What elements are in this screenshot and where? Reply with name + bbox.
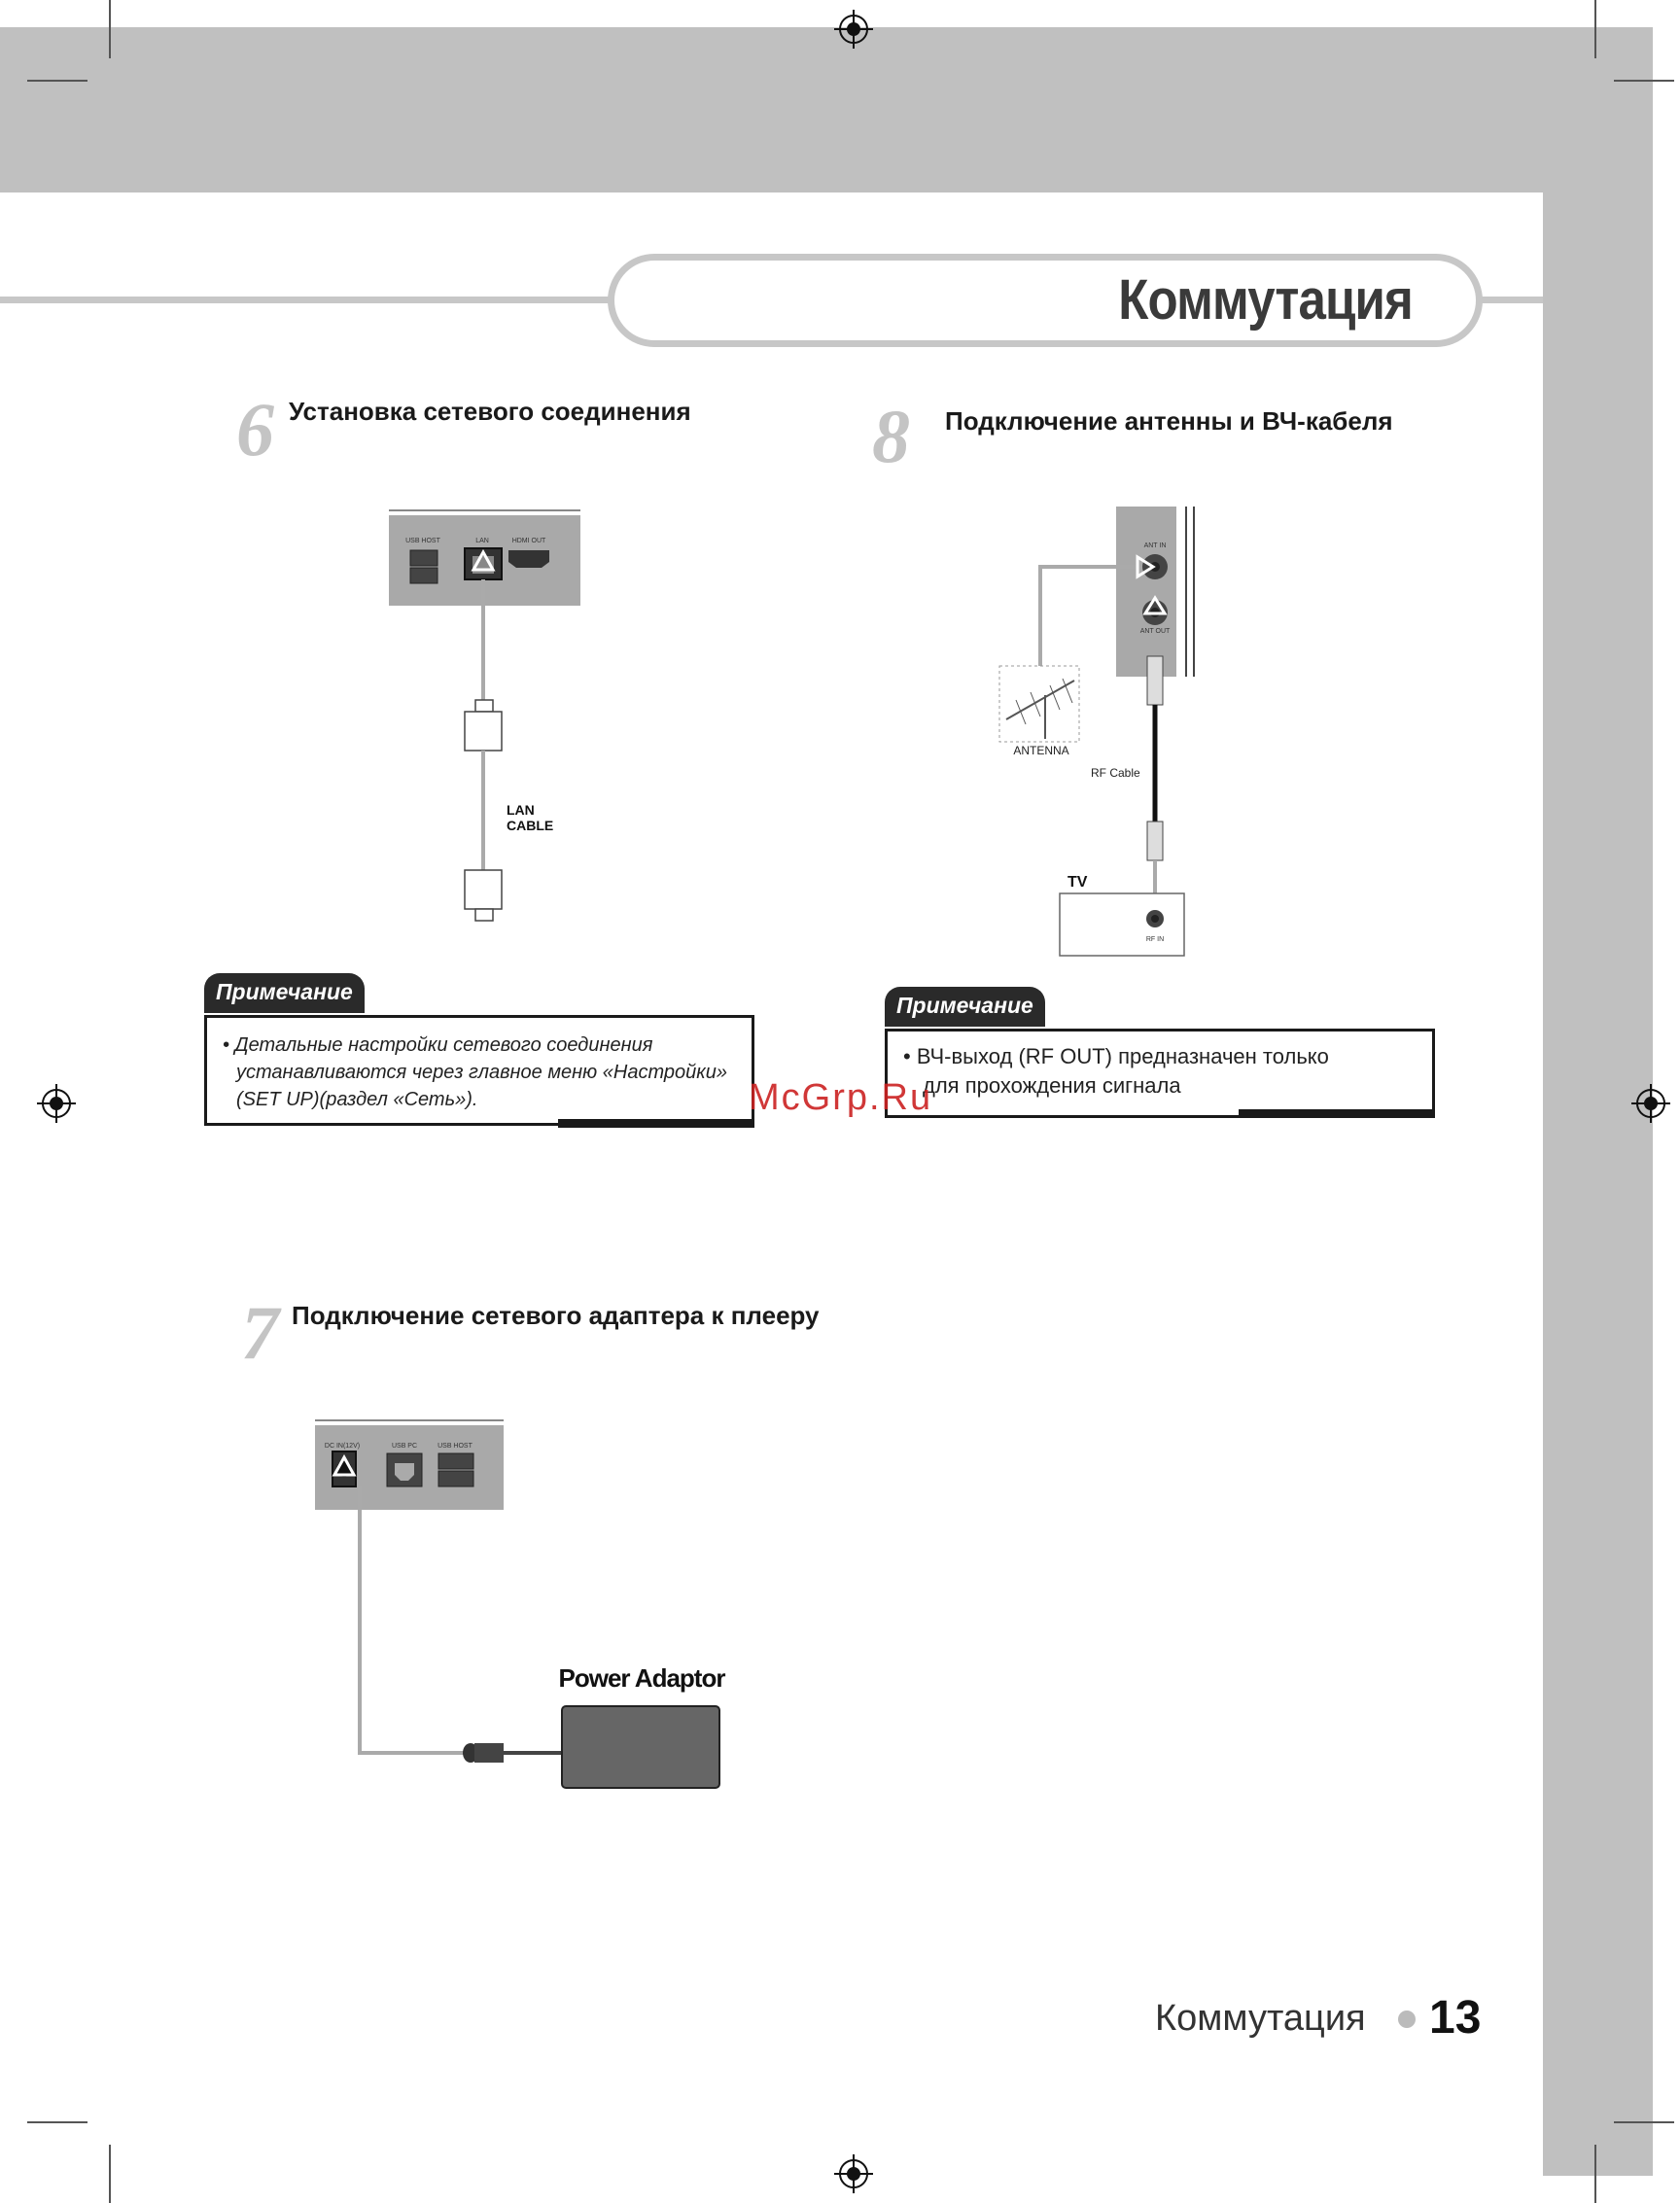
registration-mark-icon (834, 2154, 873, 2193)
cable-label: CABLE (507, 818, 554, 833)
crop-mark (1594, 0, 1596, 58)
port-label-dc-in: DC IN(12V) (324, 1443, 361, 1450)
footer-dot (1398, 2011, 1416, 2028)
tv-icon (1060, 893, 1184, 956)
right-margin-band (1543, 192, 1653, 2176)
rf-cable-label: RF Cable (1091, 766, 1140, 780)
port-label-ant-out: ANT OUT (1139, 628, 1171, 635)
port-label-usb-host: USB HOST (438, 1443, 472, 1450)
section-title: Установка сетевого соединения (289, 397, 691, 426)
registration-mark-icon (37, 1084, 76, 1123)
note-box (885, 1029, 1435, 1118)
port-label-ant-in: ANT IN (1143, 542, 1167, 549)
page-number: 13 (1429, 1992, 1482, 2044)
header-band (0, 27, 1653, 192)
content-panel (0, 192, 1543, 2176)
footer-section-label: Коммутация (1155, 1998, 1366, 2039)
watermark: McGrp.Ru (749, 1077, 933, 1118)
power-connection-diagram (311, 1415, 729, 1794)
port-label-rf-in: RF IN (1145, 936, 1165, 943)
power-adaptor-icon (562, 1706, 719, 1788)
port-label-usb-pc: USB PC (391, 1443, 418, 1450)
note-bar (1239, 1109, 1435, 1118)
section-number: 8 (872, 394, 910, 478)
cable-label: LAN (507, 802, 535, 818)
port-label-lan: LAN (475, 538, 489, 544)
player-rear-panel (1116, 507, 1176, 677)
note-line: • ВЧ-выход (RF OUT) предназначен только (903, 1044, 1329, 1068)
note-tab: Примечание (204, 973, 365, 1013)
crop-mark (1614, 80, 1674, 82)
registration-mark-icon (1631, 1084, 1670, 1123)
crop-mark (1614, 2121, 1674, 2123)
tv-label: TV (1068, 874, 1088, 891)
note-line: • Детальные настройки сетевого соединения (223, 1034, 653, 1056)
port-label-hdmi-out: HDMI OUT (511, 538, 546, 544)
section-title: Подключение антенны и ВЧ-кабеля (945, 406, 1393, 436)
antenna-connection-diagram (992, 501, 1206, 962)
note-line: для прохождения сигнала (923, 1073, 1181, 1098)
crop-mark (109, 2145, 111, 2203)
crop-mark (27, 2121, 88, 2123)
registration-mark-icon (834, 10, 873, 49)
section-title: Подключение сетевого адаптера к плееру (292, 1301, 820, 1330)
antenna-icon (999, 666, 1079, 742)
note-box (204, 1015, 754, 1126)
note-line: устанавливаются через главное меню «Настройки» (236, 1062, 727, 1083)
section-number: 6 (236, 387, 274, 472)
lan-connection-diagram (384, 506, 588, 924)
power-adaptor-label: Power Adaptor (558, 1663, 725, 1693)
port-label-usb-host: USB HOST (405, 538, 440, 544)
note-tab: Примечание (885, 987, 1045, 1027)
section-number: 7 (241, 1290, 279, 1375)
note-bar (558, 1119, 754, 1128)
crop-mark (27, 80, 88, 82)
crop-mark (109, 0, 111, 58)
note-line: (SET UP)(раздел «Сеть»). (236, 1089, 478, 1110)
page-title: Коммутация (1118, 268, 1413, 332)
antenna-label: ANTENNA (1013, 744, 1069, 757)
crop-mark (1594, 2145, 1596, 2203)
